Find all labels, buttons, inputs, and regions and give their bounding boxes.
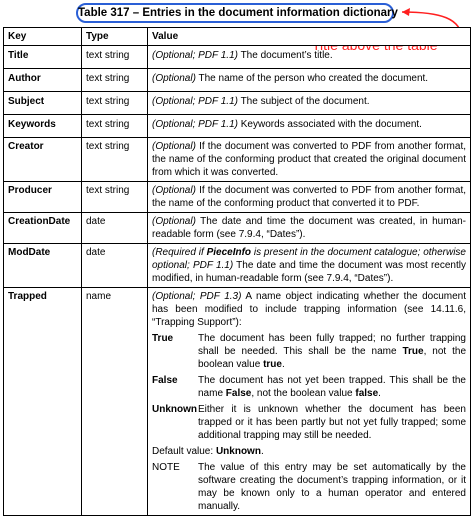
row-key: Producer [4, 182, 82, 213]
value-text: The date and time the document was most recently modified, in human-readable form (see 7.9.4, “Dates”). [152, 260, 466, 284]
optional-note: (Optional) [152, 141, 196, 152]
row-type: text string [82, 46, 148, 69]
term-desc: The document has been fully trapped; no further trapping shall be needed. This shall be the name True, not the boolean value true. [198, 333, 467, 370]
term-desc: Either it is unknown whether the document has been trapped or it has been partly but not yet fully trapped; some additional trapping may still be needed. [198, 404, 466, 441]
note-label: NOTE [152, 462, 180, 473]
row-value [148, 69, 471, 92]
row-type: date [82, 213, 148, 244]
optional-note: is present in the document catalogue; otherwise optional; PDF 1.1) [152, 247, 466, 271]
row-value [148, 46, 471, 69]
optional-note-key: PieceInfo [206, 247, 252, 258]
table-row [4, 213, 471, 244]
optional-note: (Optional) [152, 216, 196, 227]
header-type: Type [82, 28, 148, 46]
row-value [148, 115, 471, 138]
table-caption: Table 317 – Entries in the document information dictionary [76, 3, 394, 23]
value-text: The document’s title. [237, 50, 333, 61]
info-dictionary-table [3, 27, 471, 516]
row-key: Subject [4, 92, 82, 115]
row-key: Title [4, 46, 82, 69]
row-type: text string [82, 138, 148, 182]
optional-note: (Optional; PDF 1.1) [152, 119, 238, 130]
term-true [152, 332, 466, 371]
table-row [4, 244, 471, 288]
table-row [4, 288, 471, 516]
row-value [148, 213, 471, 244]
row-type: text string [82, 182, 148, 213]
row-key: CreationDate [4, 213, 82, 244]
value-text: The name of the person who created the document. [195, 73, 429, 84]
row-type: date [82, 244, 148, 288]
term-false [152, 374, 466, 400]
term-label: True [152, 333, 174, 344]
table-row [4, 182, 471, 213]
default-value-line: Default value: Unknown. [152, 446, 264, 457]
value-text: A name object indicating whether the document has been modified to include trapping information (see 14.11.6, “Trapping Support”): [152, 291, 467, 328]
value-text: Keywords associated with the document. [237, 119, 422, 130]
row-value [148, 182, 471, 213]
optional-note: (Optional) [152, 73, 196, 84]
value-text: The subject of the document. [237, 96, 370, 107]
term-unknown [152, 403, 466, 442]
row-key: Trapped [4, 288, 82, 516]
optional-note: (Optional) [152, 185, 196, 196]
optional-note: (Optional; PDF 1.1) [152, 96, 238, 107]
row-value [148, 288, 471, 516]
row-key: Author [4, 69, 82, 92]
term-desc: The document has not yet been trapped. This shall be the name False, not the boolean value false. [198, 375, 466, 399]
row-key: Keywords [4, 115, 82, 138]
note-block [152, 461, 466, 513]
row-type: name [82, 288, 148, 516]
table-row [4, 69, 471, 92]
table-row [4, 115, 471, 138]
value-text: If the document was converted to PDF from another format, the name of the conforming product that created the original document from which it was converted. [152, 141, 466, 178]
table-row [4, 138, 471, 182]
row-type: text string [82, 92, 148, 115]
optional-note: (Optional; PDF 1.1) [152, 50, 238, 61]
row-value [148, 244, 471, 288]
row-value [148, 138, 471, 182]
term-label: False [152, 375, 178, 386]
table-row [4, 92, 471, 115]
value-text: The date and time the document was created, in human-readable form (see 7.9.4, “Dates”). [152, 216, 466, 240]
value-text: If the document was converted to PDF from another format, the name of the conforming product that converted it to PDF. [152, 185, 466, 209]
term-label: Unknown [152, 404, 197, 415]
row-type: text string [82, 69, 148, 92]
row-key: ModDate [4, 244, 82, 288]
note-text: The value of this entry may be set automatically by the software creating the document’s trapping information, or it may be known only to a human operator and entered manually. [198, 462, 466, 512]
optional-note: (Required if [152, 247, 207, 258]
row-type: text string [82, 115, 148, 138]
header-value: Value [148, 28, 471, 46]
row-value [148, 92, 471, 115]
table-row [4, 46, 471, 69]
header-key: Key [4, 28, 82, 46]
optional-note: (Optional; PDF 1.3) [152, 291, 242, 302]
row-key: Creator [4, 138, 82, 182]
table-header-row [4, 28, 471, 46]
